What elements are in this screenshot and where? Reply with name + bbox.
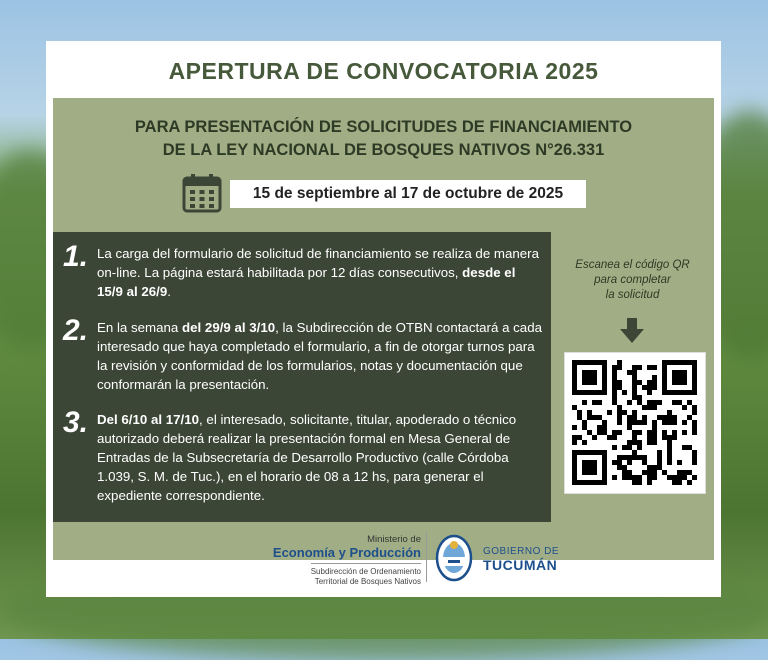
step-number: 3. [63,406,89,439]
step-2 [63,314,543,394]
qr-section [551,232,714,522]
steps-panel [53,232,551,522]
qr-code[interactable] [564,352,706,494]
tucuman-seal-icon [434,533,474,583]
government-logo [483,546,559,573]
ministry-label: Ministerio de [367,534,421,545]
step-text: La carga del formulario de solicitud de financiamiento se realiza de manera on-line. La página estará habilitada por 12 días consecutivos, desde el 15/9 al 26/9. [97,246,539,299]
government-label: GOBIERNO DE [483,546,560,557]
info-band [53,98,714,560]
step-text: En la semana del 29/9 al 3/10, la Subdirección de OTBN contactará a cada interesado que haya completado el formulario, a fin de otorgar turnos para la revisión y conformidad de los formularios, notas y documentación que conformarán la presentación. [97,320,542,392]
subdirection-line-2: Territorial de Bosques Nativos [314,577,421,586]
step-3 [63,406,543,505]
step-text: Del 6/10 al 17/10, el interesado, solicitante, titular, apoderado o técnico autorizado deberá realizar la presentación formal en Mesa General de Entradas de la Subsecretaría de Desarrollo Productivo (calle Córdoba 1.039, S. M. de Tuc.), en el horario de 08 a 12 hs, para generar el expediente correspondiente. [97,412,517,503]
step-1 [63,240,543,301]
calendar-icon [181,172,223,214]
ministry-name: Economía y Producción [272,545,421,560]
divider-line [311,563,421,564]
qr-caption: Escanea el código QR para completar la solicitud [575,259,690,301]
subtitle [53,116,714,162]
step-number: 1. [63,240,89,273]
arrow-down-icon [620,318,644,344]
footer-divider [426,532,427,582]
ministry-logo [271,534,421,587]
province-name: TUCUMÁN [483,557,558,573]
page-title: APERTURA DE CONVOCATORIA 2025 [168,58,599,84]
subtitle-line-1: PARA PRESENTACIÓN DE SOLICITUDES DE FINANCIAMIENTO [134,118,633,136]
announcement-card [46,41,721,597]
subdirection-line-1: Subdirección de Ordenamiento [310,567,421,576]
qr-code-icon [565,353,705,493]
subtitle-line-2: DE LA LEY NACIONAL DE BOSQUES NATIVOS N°26.331 [162,141,605,159]
date-range: 15 de septiembre al 17 de octubre de 2025 [230,180,586,208]
step-number: 2. [63,314,89,347]
